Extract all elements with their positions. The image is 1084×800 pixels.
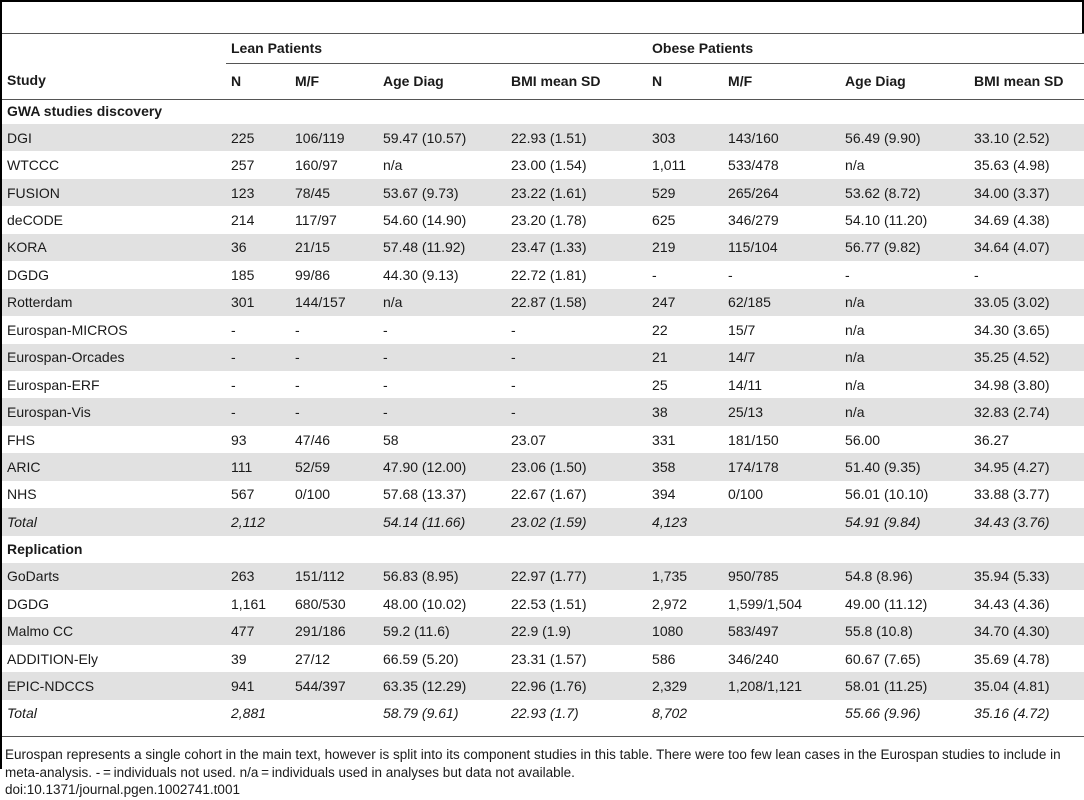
table-row: [2, 590, 1084, 617]
table-cell: 1,011: [652, 157, 687, 174]
table-cell: -: [506, 344, 647, 371]
table-cell: 247: [647, 289, 723, 316]
table-cell: 54.14 (11.66): [378, 508, 506, 535]
table-cell: 567: [231, 486, 255, 503]
table-cell: 214: [231, 212, 255, 229]
table-cell: 36.27: [974, 431, 1010, 448]
table-cell: -: [295, 321, 300, 338]
table-cell: -: [226, 344, 290, 371]
table-cell: 53.67 (9.73): [378, 179, 506, 206]
table-cell: 63.35 (12.29): [378, 672, 506, 699]
table-cell: 111: [226, 453, 290, 480]
table-cell: 22.67 (1.67): [511, 486, 587, 503]
table-cell: Total: [7, 705, 37, 722]
section-header-row: [2, 536, 1084, 563]
col-obese-n: N: [652, 72, 663, 89]
table-cell: 57.68 (13.37): [383, 486, 467, 503]
col-lean-n: N: [231, 72, 242, 89]
table-cell: 1,735: [647, 563, 723, 590]
table-cell: 529: [647, 179, 723, 206]
table-cell: 35.04 (4.81): [969, 672, 1084, 699]
table-cell: 48.00 (10.02): [383, 595, 467, 612]
table-cell: 23.47 (1.33): [506, 234, 647, 261]
table-cell: 583/497: [723, 617, 840, 644]
table-cell: n/a: [383, 157, 403, 174]
table-cell: 331: [652, 431, 676, 448]
table-cell: -: [295, 376, 300, 393]
table-cell: 34.69 (4.38): [974, 212, 1050, 229]
table-cell: 56.83 (8.95): [378, 563, 506, 590]
col-obese-bmi: BMI mean SD: [974, 72, 1064, 89]
table-cell: 219: [647, 234, 723, 261]
table-cell: 14/7: [723, 344, 840, 371]
table-cell: 23.07: [511, 431, 547, 448]
table-cell: 174/178: [723, 453, 840, 480]
table-cell: 181/150: [728, 431, 779, 448]
table-cell: 680/530: [295, 595, 346, 612]
table-row: [2, 672, 1084, 699]
table-cell: n/a: [840, 289, 969, 316]
total-row: [2, 508, 1084, 535]
table-cell: 25/13: [723, 398, 840, 425]
table-cell: 55.66 (9.96): [845, 705, 921, 722]
table-cell: n/a: [845, 157, 865, 174]
table-cell: 93: [231, 431, 247, 448]
table-cell: 60.67 (7.65): [845, 650, 921, 667]
table-cell: ARIC: [2, 453, 226, 480]
table-cell: 625: [652, 212, 676, 229]
data-table: [2, 33, 1084, 727]
table-cell: 358: [647, 453, 723, 480]
table-cell: 34.43 (4.36): [974, 595, 1050, 612]
table-cell: Eurospan-Orcades: [2, 344, 226, 371]
table-cell: 185: [231, 266, 255, 283]
table-cell: deCODE: [7, 212, 64, 229]
table-cell: 58: [383, 431, 399, 448]
group-header-row: [2, 33, 1084, 64]
col-study: Study: [7, 72, 46, 89]
table-cell: 22.53 (1.51): [511, 595, 587, 612]
table-cell: 23.00 (1.54): [511, 157, 587, 174]
col-obese-age: Age Diag: [845, 72, 906, 89]
table-cell: 54.10 (11.20): [845, 212, 928, 229]
table-cell: -: [383, 321, 388, 338]
table-row: [2, 645, 1084, 672]
table-cell: n/a: [840, 344, 969, 371]
total-row: [2, 700, 1084, 727]
table-row: [2, 206, 1084, 233]
table-cell: n/a: [378, 289, 506, 316]
section-title: Replication: [7, 541, 83, 558]
table-cell: 301: [226, 289, 290, 316]
column-header-row: [2, 64, 1084, 98]
table-cell: -: [383, 376, 388, 393]
table-cell: -: [652, 266, 657, 283]
table-cell: 1,599/1,504: [728, 595, 802, 612]
table-cell: -: [226, 398, 290, 425]
section-header-row: [2, 97, 1084, 124]
table-cell: 35.94 (5.33): [969, 563, 1084, 590]
table-cell: 23.20 (1.78): [511, 212, 587, 229]
table-cell: 34.64 (4.07): [969, 234, 1084, 261]
table-cell: 0/100: [295, 486, 331, 503]
table-cell: 23.02 (1.59): [506, 508, 647, 535]
table-cell: 57.48 (11.92): [378, 234, 506, 261]
table-cell: 477: [226, 617, 290, 644]
table-cell: 59.2 (11.6): [378, 617, 506, 644]
table-cell: 2,972: [652, 595, 688, 612]
table-cell: 34.70 (4.30): [969, 617, 1084, 644]
table-cell: 2,881: [231, 705, 267, 722]
table-row: [2, 124, 1084, 151]
table-cell: 21: [647, 344, 723, 371]
table-cell: DGDG: [7, 595, 49, 612]
table-cell: 33.05 (3.02): [969, 289, 1084, 316]
table-cell: 533/478: [728, 157, 779, 174]
table-cell: 35.69 (4.78): [974, 650, 1050, 667]
table-cell: 54.8 (8.96): [840, 563, 969, 590]
table-cell: 56.00: [845, 431, 881, 448]
table-cell: 34.95 (4.27): [969, 453, 1084, 480]
table-cell: 33.88 (3.77): [974, 486, 1050, 503]
table-cell: 62/185: [723, 289, 840, 316]
table-cell: 1,208/1,121: [723, 672, 840, 699]
table-cell: -: [290, 344, 378, 371]
table-cell: 35.25 (4.52): [969, 344, 1084, 371]
table-cell: 106/119: [290, 124, 378, 151]
table-cell: 2,112: [226, 508, 290, 535]
table-cell: 49.00 (11.12): [845, 595, 928, 612]
table-cell: 1,161: [231, 595, 267, 612]
table-cell: -: [511, 376, 516, 393]
table-cell: 47.90 (12.00): [378, 453, 506, 480]
table-cell: -: [231, 376, 236, 393]
table-cell: 78/45: [290, 179, 378, 206]
table-cell: 39: [231, 650, 247, 667]
table-cell: 117/97: [295, 212, 337, 229]
table-cell: 257: [231, 157, 255, 174]
table-row: [2, 261, 1084, 288]
table-row: [2, 453, 1084, 480]
table-body: [2, 97, 1084, 727]
table-cell: 225: [226, 124, 290, 151]
table-cell: 32.83 (2.74): [969, 398, 1084, 425]
table-cell: 54.60 (14.90): [383, 212, 467, 229]
table-cell: 22.93 (1.51): [506, 124, 647, 151]
table-cell: 38: [647, 398, 723, 425]
table-cell: 54.91 (9.84): [840, 508, 969, 535]
table-cell: ADDITION-Ely: [7, 650, 98, 667]
table-cell: 52/59: [290, 453, 378, 480]
table-doi: doi:10.1371/journal.pgen.1002741.t001: [5, 782, 240, 797]
table-cell: 586: [652, 650, 676, 667]
table-cell: 36: [226, 234, 290, 261]
table-cell: 34.43 (3.76): [969, 508, 1084, 535]
table-cell: Eurospan-Vis: [2, 398, 226, 425]
table-cell: 22.96 (1.76): [506, 672, 647, 699]
table-cell: Rotterdam: [2, 289, 226, 316]
table-cell: 144/157: [290, 289, 378, 316]
table-row: [2, 426, 1084, 453]
table-cell: [290, 700, 378, 727]
table-cell: 22.87 (1.58): [506, 289, 647, 316]
lean-group-header: Lean Patients: [226, 33, 647, 64]
table-cell: 123: [226, 179, 290, 206]
table-cell: 35.63 (4.98): [974, 157, 1050, 174]
table-cell: Total: [2, 508, 226, 535]
table-cell: -: [290, 398, 378, 425]
table-cell: -: [728, 266, 733, 283]
table-cell: KORA: [2, 234, 226, 261]
table-cell: 25: [652, 376, 668, 393]
table-footnote: Eurospan represents a single cohort in the main text, however is split into its component studies in this table. There were too few lean cases in the Eurospan studies to include in meta-analysis. - = individuals not used. n/a = individuals used in analyses but data not available.: [5, 747, 1061, 780]
table-cell: -: [974, 266, 979, 283]
table-cell: -: [378, 344, 506, 371]
table-row: [2, 617, 1084, 644]
table-cell: 56.49 (9.90): [840, 124, 969, 151]
table-cell: 34.98 (3.80): [974, 376, 1050, 393]
table-cell: 346/279: [728, 212, 779, 229]
table-cell: 22.97 (1.77): [506, 563, 647, 590]
table-cell: 23.22 (1.61): [506, 179, 647, 206]
table-cell: 303: [647, 124, 723, 151]
table-cell: 394: [652, 486, 676, 503]
obese-group-header: Obese Patients: [647, 33, 1084, 64]
top-rule: [0, 0, 1084, 2]
table-cell: 27/12: [295, 650, 331, 667]
table-cell: 58.79 (9.61): [383, 705, 459, 722]
table-cell: 33.10 (2.52): [969, 124, 1084, 151]
table-cell: 143/160: [723, 124, 840, 151]
table-cell: -: [506, 398, 647, 425]
table-row: [2, 398, 1084, 425]
table-cell: Malmo CC: [2, 617, 226, 644]
table-cell: NHS: [7, 486, 37, 503]
table-row: [2, 481, 1084, 508]
table-cell: 55.8 (10.8): [840, 617, 969, 644]
table-cell: 35.16 (4.72): [974, 705, 1050, 722]
table-cell: -: [231, 321, 236, 338]
table-row: [2, 179, 1084, 206]
table-cell: 59.47 (10.57): [378, 124, 506, 151]
table-cell: EPIC-NDCCS: [2, 672, 226, 699]
table-cell: 53.62 (8.72): [840, 179, 969, 206]
col-obese-mf: M/F: [728, 72, 753, 89]
table-cell: 950/785: [723, 563, 840, 590]
table-cell: Eurospan-MICROS: [7, 321, 128, 338]
table-row: [2, 234, 1084, 261]
table-cell: 4,123: [647, 508, 723, 535]
table-cell: 8,702: [652, 705, 688, 722]
table-cell: 44.30 (9.13): [383, 266, 459, 283]
table-cell: -: [511, 321, 516, 338]
table-cell: [290, 508, 378, 535]
table-cell: n/a: [840, 398, 969, 425]
col-lean-bmi: BMI mean SD: [511, 72, 601, 89]
table-cell: Eurospan-ERF: [7, 376, 100, 393]
table-cell: 2,329: [647, 672, 723, 699]
table-row: [2, 316, 1084, 343]
table-cell: 56.77 (9.82): [840, 234, 969, 261]
table-row: [2, 289, 1084, 316]
table-cell: n/a: [845, 321, 865, 338]
table-row: [2, 151, 1084, 178]
table-cell: WTCCC: [7, 157, 60, 174]
table-cell: 34.30 (3.65): [974, 321, 1050, 338]
table-cell: 22.93 (1.7): [511, 705, 579, 722]
table-cell: 56.01 (10.10): [845, 486, 929, 503]
table-cell: 0/100: [728, 486, 764, 503]
table-cell: FHS: [7, 431, 35, 448]
table-cell: 160/97: [295, 157, 338, 174]
table-cell: 34.00 (3.37): [969, 179, 1084, 206]
table-cell: 941: [226, 672, 290, 699]
table-row: [2, 371, 1084, 398]
table-cell: 22: [652, 321, 668, 338]
table-cell: 23.31 (1.57): [511, 650, 587, 667]
table-cell: 99/86: [295, 266, 331, 283]
table-cell: 1080: [647, 617, 723, 644]
table-cell: DGDG: [7, 266, 49, 283]
table-cell: 14/11: [728, 376, 763, 393]
table-cell: [723, 700, 840, 727]
table-cell: -: [378, 398, 506, 425]
table-bottom-rule: [2, 736, 1084, 737]
table-cell: 22.72 (1.81): [511, 266, 587, 283]
table-cell: 47/46: [295, 431, 331, 448]
table-cell: 346/240: [728, 650, 779, 667]
table-cell: 21/15: [290, 234, 378, 261]
table-cell: FUSION: [2, 179, 226, 206]
table-cell: 23.06 (1.50): [506, 453, 647, 480]
table-cell: 263: [226, 563, 290, 590]
table-cell: -: [845, 266, 850, 283]
table-row: [2, 344, 1084, 371]
table-cell: 51.40 (9.35): [840, 453, 969, 480]
table-cell: GoDarts: [2, 563, 226, 590]
table-row: [2, 563, 1084, 590]
col-lean-age: Age Diag: [383, 72, 444, 89]
table-cell: 151/112: [290, 563, 378, 590]
table-cell: DGI: [2, 124, 226, 151]
table-cell: 544/397: [290, 672, 378, 699]
section-title: GWA studies discovery: [7, 102, 163, 119]
table-cell: 15/7: [728, 321, 756, 338]
table-cell: 115/104: [723, 234, 840, 261]
table-cell: 291/186: [290, 617, 378, 644]
table-cell: 265/264: [723, 179, 840, 206]
table-cell: 58.01 (11.25): [840, 672, 969, 699]
table-cell: n/a: [845, 376, 865, 393]
table-cell: 66.59 (5.20): [383, 650, 459, 667]
col-lean-mf: M/F: [295, 72, 320, 89]
table-cell: [723, 508, 840, 535]
table-cell: 22.9 (1.9): [506, 617, 647, 644]
